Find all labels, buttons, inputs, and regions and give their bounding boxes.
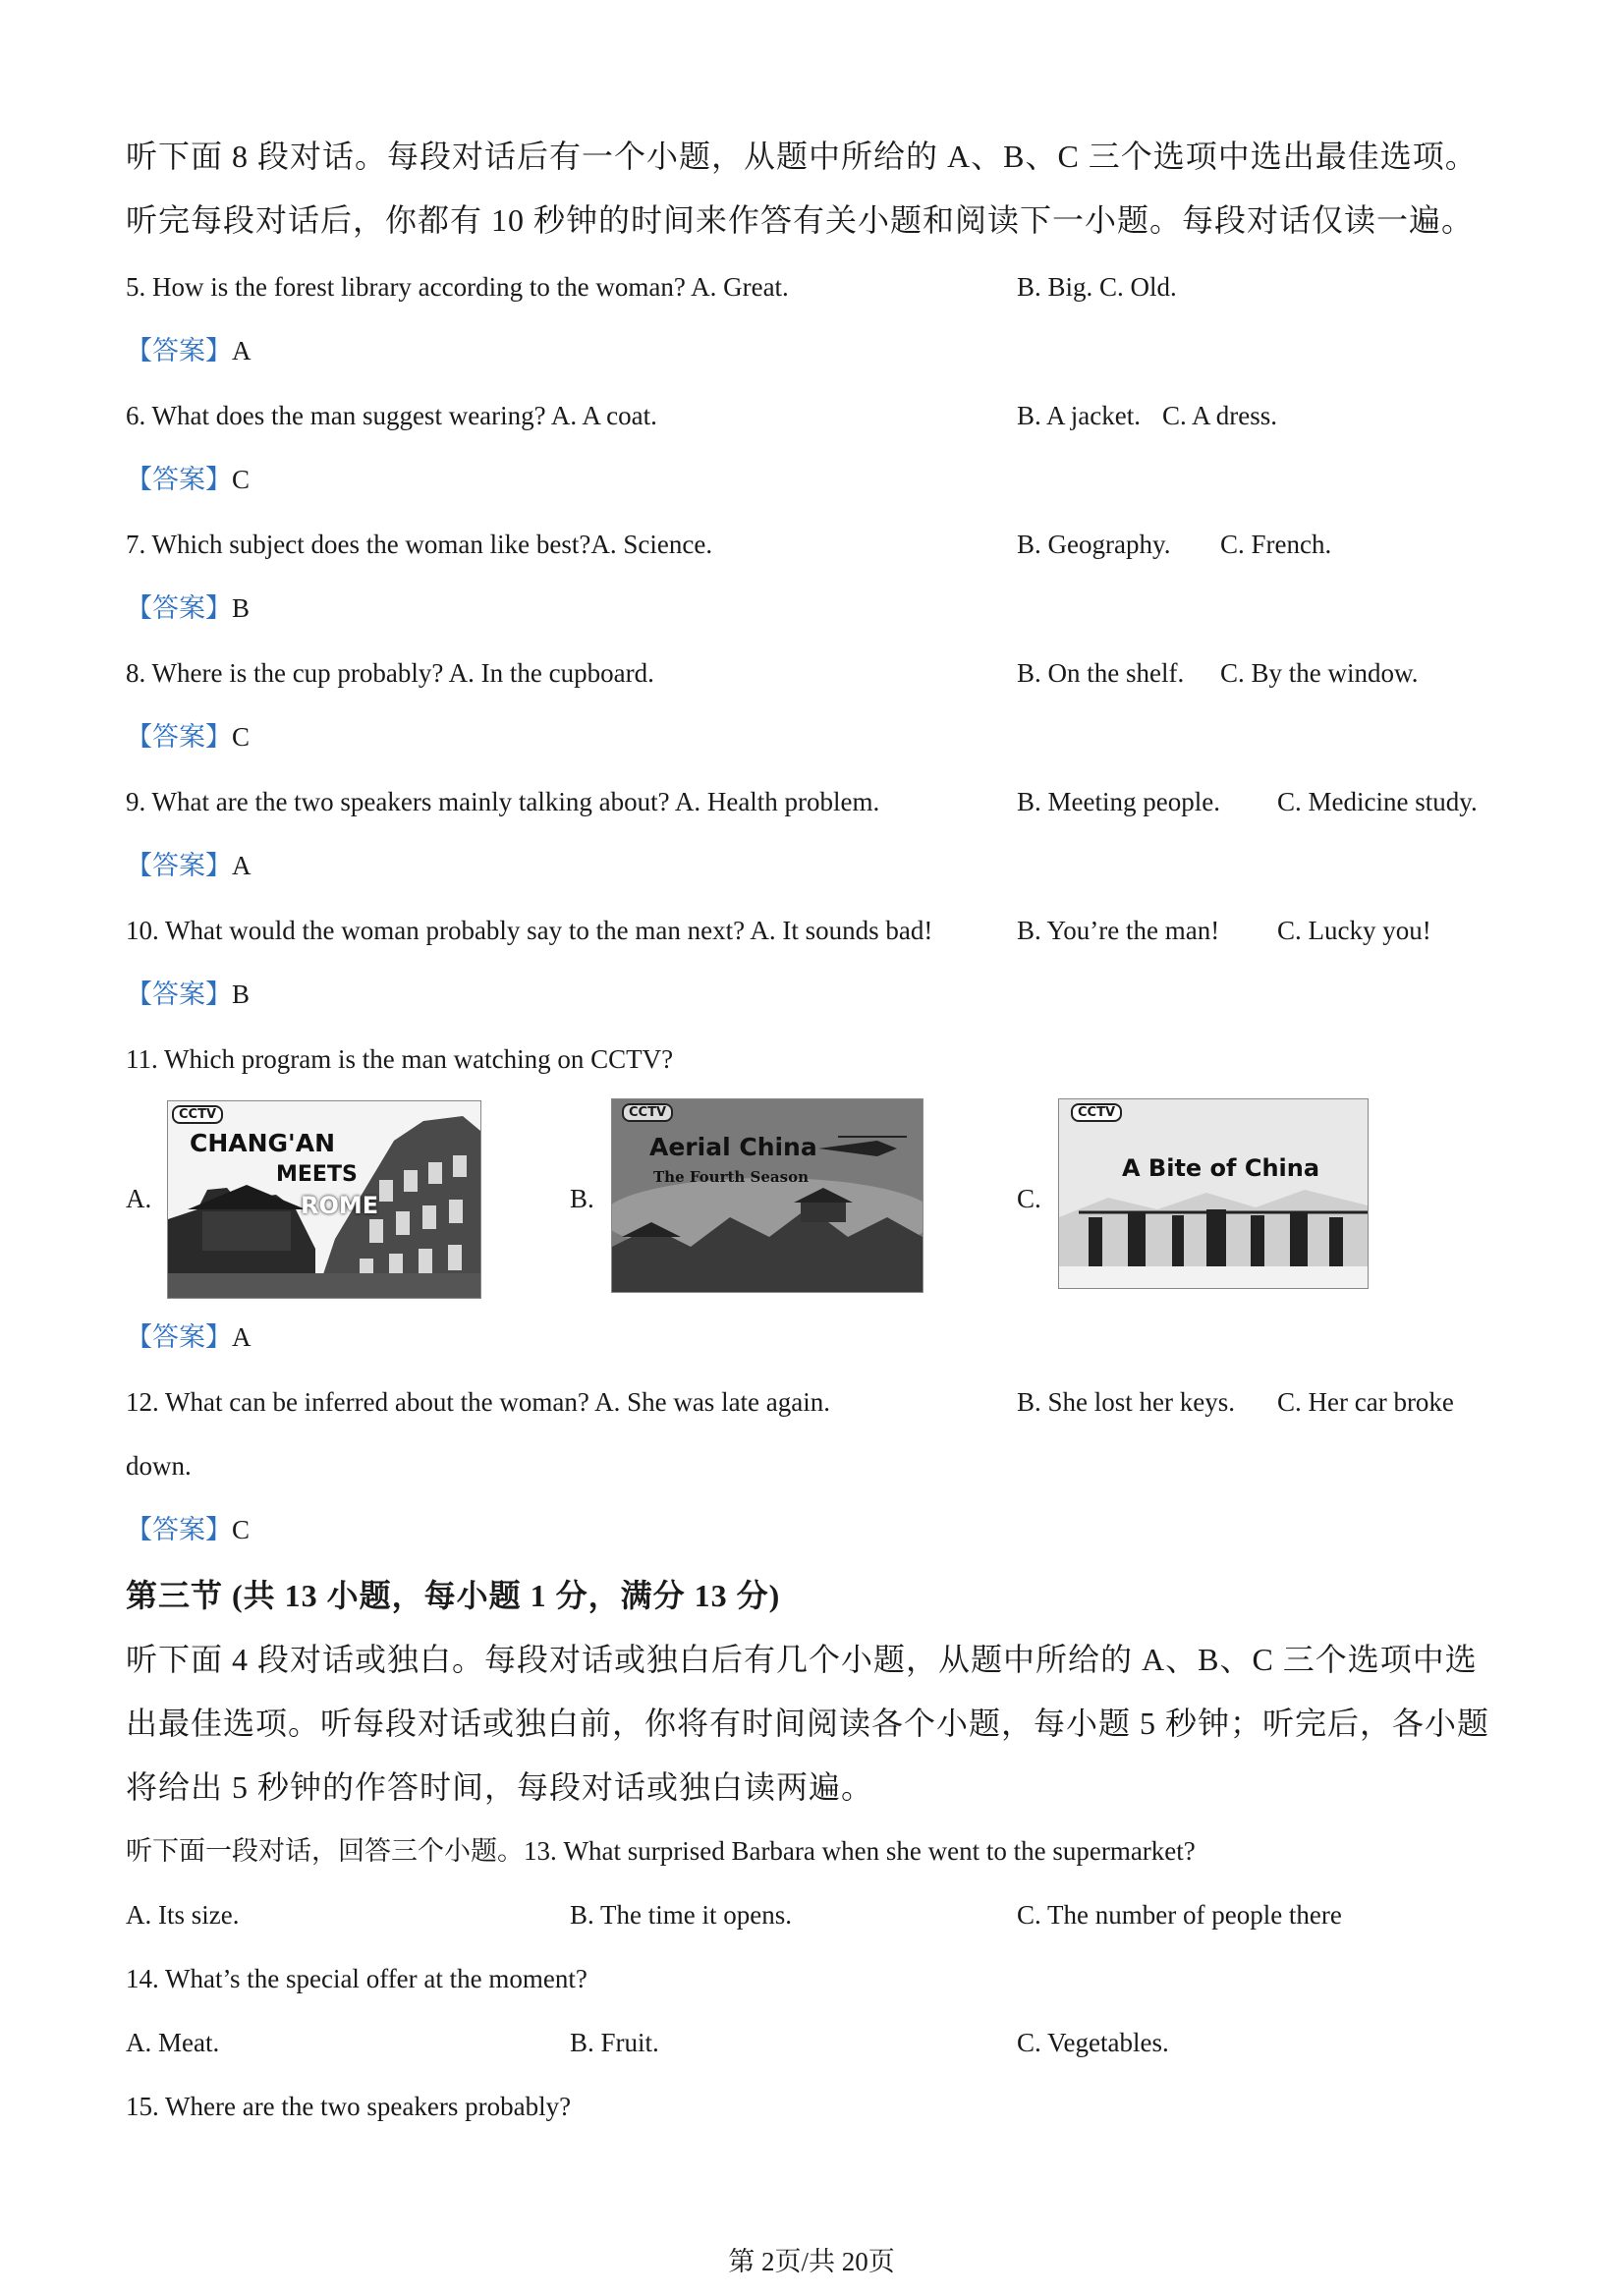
question-6-stem: 6. What does the man suggest wearing? A. A coat. [126, 401, 657, 430]
question-6-answer [126, 460, 250, 499]
question-7-answer [126, 588, 250, 628]
cctv-logo: CCTV [622, 1103, 673, 1122]
question-7-stem: 7. Which subject does the woman like best?A. Science. [126, 530, 713, 559]
cctv-logo: CCTV [172, 1105, 223, 1124]
section3-instruction-line3: 将给出 5 秒钟的作答时间，每段对话或独白读两遍。 [126, 1769, 874, 1805]
question-13-stem: 听下面一段对话，回答三个小题。13. What surprised Barbara when she went to the supermarket? [126, 1836, 1196, 1866]
question-8-answer [126, 717, 250, 756]
question-10-answer [126, 975, 250, 1014]
question-9-answer [126, 846, 252, 885]
question-7-option-b: B. Geography. [1017, 530, 1171, 559]
question-11-option-a-label: A. [126, 1184, 152, 1213]
question-9-option-c: C. Medicine study. [1277, 787, 1478, 816]
question-11-option-c-label: C. [1017, 1184, 1041, 1213]
question-15-stem: 15. Where are the two speakers probably? [126, 2092, 572, 2121]
question-14-option-c: C. Vegetables. [1017, 2028, 1169, 2057]
program-image-changan-meets-rome [167, 1100, 481, 1299]
question-5-option-b: B. Big. C. Old. [1017, 272, 1177, 302]
program-title-line1: CHANG'AN [190, 1129, 335, 1157]
question-6-option-c: C. A dress. [1162, 401, 1278, 430]
section2-instruction-line2: 听完每段对话后，你都有 10 秒钟的时间来作答有关小题和阅读下一小题。每段对话仅读一遍。 [126, 202, 1475, 238]
answer-value: B [232, 593, 251, 623]
question-14-option-a: A. Meat. [126, 2028, 220, 2057]
question-10-stem: 10. What would the woman probably say to the man next? A. It sounds bad! [126, 916, 933, 945]
section3-heading: 第三节 (共 13 小题，每小题 1 分，满分 13 分) [126, 1578, 781, 1613]
question-9-option-b: B. Meeting people. [1017, 787, 1220, 816]
question-5-stem: 5. How is the forest library according to the woman? A. Great. [126, 272, 789, 302]
bite-of-china-illustration [1059, 1099, 1368, 1288]
answer-value: C [232, 465, 251, 494]
question-8-option-c: C. By the window. [1220, 658, 1419, 688]
question-7-option-c: C. French. [1220, 530, 1332, 559]
question-14-option-b: B. Fruit. [570, 2028, 659, 2057]
program-image-bite-of-china [1058, 1098, 1369, 1289]
question-6-option-b: B. A jacket. [1017, 401, 1141, 430]
question-12-option-c: C. Her car broke [1277, 1387, 1454, 1417]
answer-tag: 【答案】 [126, 593, 232, 623]
question-10-option-c: C. Lucky you! [1277, 916, 1431, 945]
page-number-footer: 第 2页/共 20页 [728, 2247, 895, 2276]
program-subtitle: The Fourth Season [653, 1168, 809, 1186]
program-title-line2: MEETS [276, 1162, 358, 1187]
section3-instruction-line1: 听下面 4 段对话或独白。每段对话或独白后有几个小题，从题中所给的 A、B、C 三个选项中选 [126, 1642, 1478, 1677]
answer-value: A [232, 851, 252, 880]
section2-instruction-line1: 听下面 8 段对话。每段对话后有一个小题，从题中所给的 A、B、C 三个选项中选出最佳选项。 [126, 139, 1478, 174]
question-8-option-b: B. On the shelf. [1017, 658, 1185, 688]
program-title-line1: Aerial China [649, 1133, 817, 1161]
question-14-stem: 14. What’s the special offer at the moment? [126, 1964, 588, 1993]
answer-tag: 【答案】 [126, 722, 232, 752]
question-13-option-c: C. The number of people there [1017, 1900, 1342, 1930]
answer-value: A [232, 336, 252, 365]
aerial-china-illustration [612, 1099, 923, 1292]
question-8-stem: 8. Where is the cup probably? A. In the cupboard. [126, 658, 654, 688]
section3-instruction-line2: 出最佳选项。听每段对话或独白前，你将有时间阅读各个小题，每小题 5 秒钟；听完后，各小题 [126, 1706, 1490, 1741]
question-11-answer [126, 1317, 252, 1357]
cctv-logo: CCTV [1071, 1103, 1122, 1122]
answer-value: C [232, 1515, 251, 1544]
answer-tag: 【答案】 [126, 1515, 232, 1544]
answer-tag: 【答案】 [126, 1322, 232, 1352]
program-image-aerial-china [611, 1098, 923, 1293]
question-11-option-b-label: B. [570, 1184, 594, 1213]
answer-value: B [232, 980, 251, 1009]
question-12-answer [126, 1510, 250, 1549]
answer-value: A [232, 1322, 252, 1352]
program-title-line1: A Bite of China [1122, 1154, 1320, 1182]
program-title-line3: ROME [301, 1192, 379, 1219]
question-11-stem: 11. Which program is the man watching on CCTV? [126, 1044, 674, 1074]
question-12-stem: 12. What can be inferred about the woman? A. She was late again. [126, 1387, 831, 1417]
question-10-option-b: B. You’re the man! [1017, 916, 1220, 945]
answer-tag: 【答案】 [126, 851, 232, 880]
question-12-option-b: B. She lost her keys. [1017, 1387, 1235, 1417]
question-13-option-b: B. The time it opens. [570, 1900, 792, 1930]
question-13-option-a: A. Its size. [126, 1900, 240, 1930]
answer-tag: 【答案】 [126, 980, 232, 1009]
question-9-stem: 9. What are the two speakers mainly talking about? A. Health problem. [126, 787, 880, 816]
question-5-answer [126, 331, 252, 370]
answer-tag: 【答案】 [126, 465, 232, 494]
answer-tag: 【答案】 [126, 336, 232, 365]
question-12-option-c-continued: down. [126, 1451, 192, 1481]
answer-value: C [232, 722, 251, 752]
